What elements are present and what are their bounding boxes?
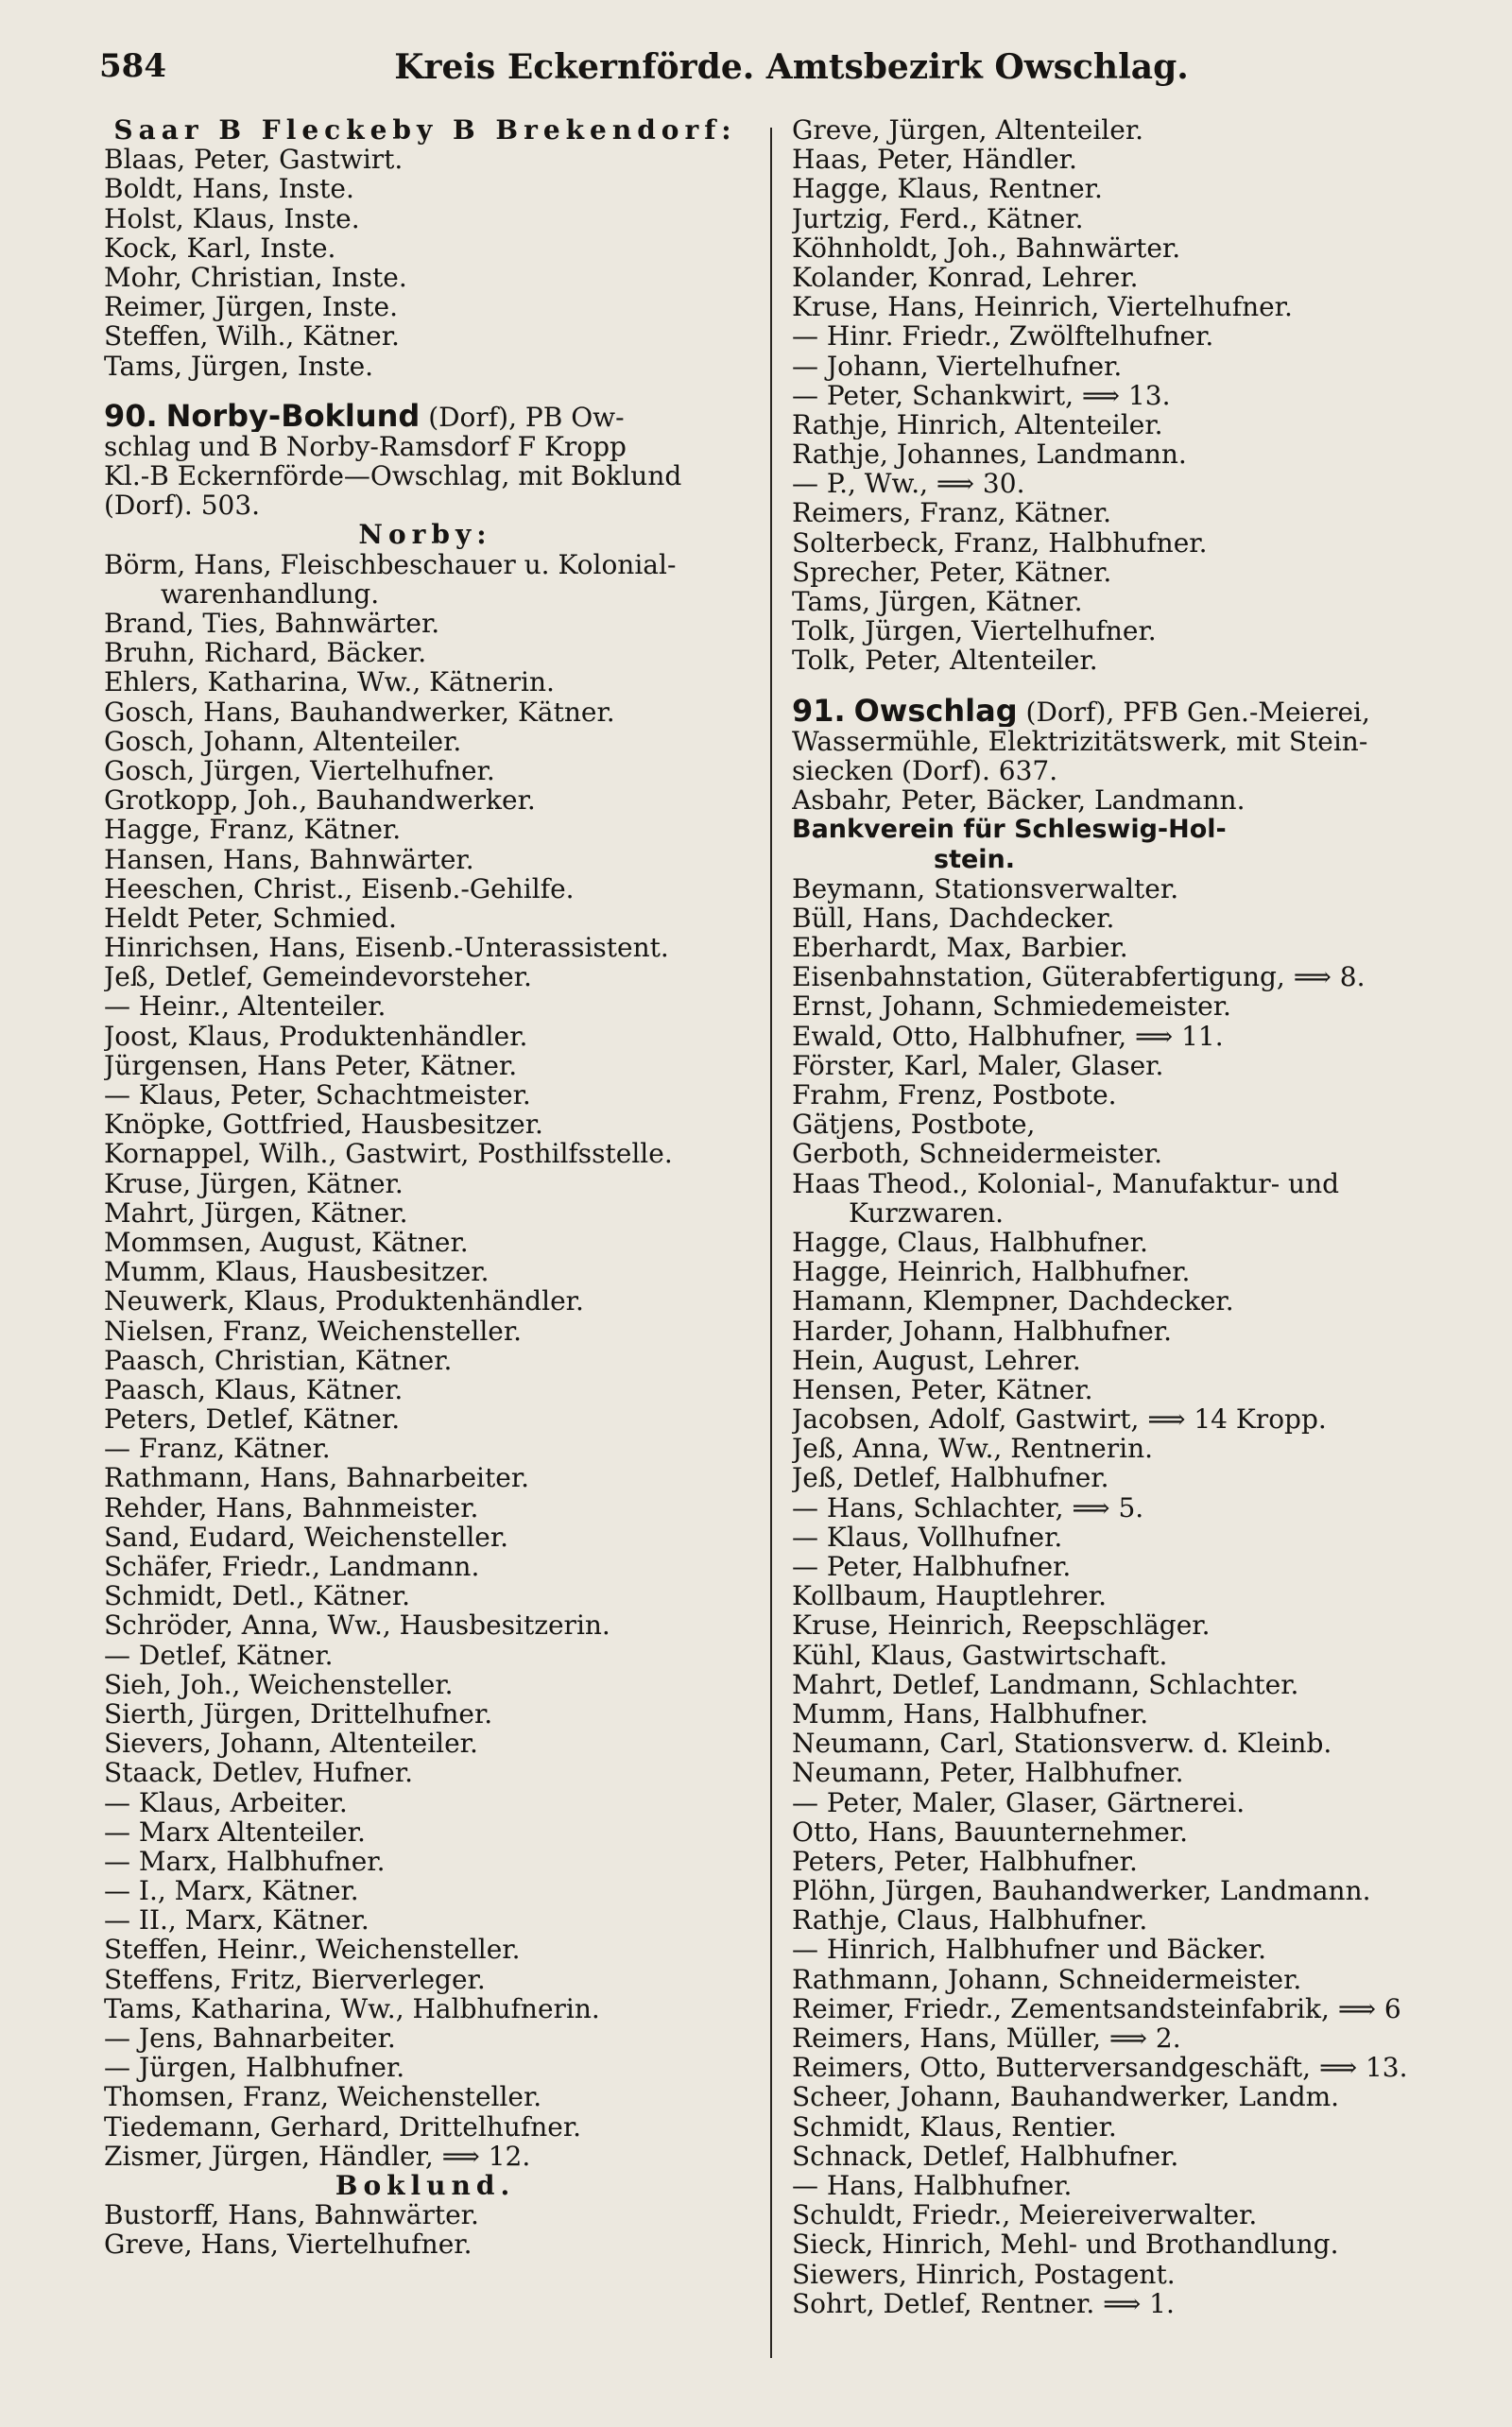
list-item: Otto, Hans, Bauunternehmer. [792,1816,1188,1847]
list-item: Tolk, Peter, Altenteiler. [792,645,1098,676]
list-item: Sand, Eudard, Weichensteller. [104,1522,509,1553]
section-name: Owschlag [853,696,1018,727]
section-detail: (Dorf). 503. [104,491,261,521]
list-item: — Klaus, Arbeiter. [104,1787,348,1817]
list-item: Kruse, Hans, Heinrich, Viertelhufner. [792,292,1293,322]
section-90-heading [104,402,747,432]
list-item: Gosch, Jürgen, Viertelhufner. [104,755,495,786]
list-item: — Klaus, Vollhufner. [792,1522,1063,1553]
list-item: Reimer, Jürgen, Inste. [104,292,398,322]
list-item: Greve, Hans, Viertelhufner. [104,2229,472,2260]
list-item: Büll, Hans, Dachdecker. [792,903,1115,934]
list-item: Mumm, Klaus, Hausbesitzer. [104,1257,490,1287]
list-item: — Marx Altenteiler. [104,1816,366,1847]
list-item: Reimers, Hans, Müller, ⟹ 2. [792,2023,1181,2054]
list-item: Jeß, Detlef, Halbhufner. [792,1463,1109,1493]
list-item-continuation: Kurzwaren. [849,1197,1005,1228]
list-item: Zismer, Jürgen, Händler, ⟹ 12. [104,2141,531,2171]
list-item: Kühl, Klaus, Gastwirtschaft. [792,1640,1168,1670]
list-item: Kock, Karl, Inste. [104,232,336,263]
list-item: Haas Theod., Kolonial-, Manufaktur- und [792,1168,1340,1198]
list-item: Köhnholdt, Joh., Bahnwärter. [792,232,1181,263]
list-item: Paasch, Klaus, Kätner. [104,1374,404,1405]
list-item: Hagge, Franz, Kätner. [104,815,402,845]
section-detail: siecken (Dorf). 637. [792,755,1058,786]
list-item: Jeß, Detlef, Gemeindevorsteher. [104,962,532,992]
list-item: Ernst, Johann, Schmiedemeister. [792,991,1231,1022]
list-item: Sieck, Hinrich, Mehl- und Brothandlung. [792,2229,1339,2260]
section-detail: (Dorf), PFB Gen.-Meierei, [1025,696,1370,727]
list-item: Gosch, Hans, Bauhandwerker, Kätner. [104,697,615,727]
list-item: Paasch, Christian, Kätner. [104,1345,453,1375]
list-item: Rathmann, Johann, Schneidermeister. [792,1964,1302,1994]
list-item: Nielsen, Franz, Weichensteller. [104,1316,523,1346]
list-item: Thomsen, Franz, Weichensteller. [104,2082,542,2112]
boklund-list [104,2200,747,2259]
list-item: Heldt Peter, Schmied. [104,903,397,934]
list-item: Grotkopp, Joh., Bauhandwerker. [104,785,536,816]
list-item: — Hans, Schlachter, ⟹ 5. [792,1492,1144,1523]
list-item: Börm, Hans, Fleischbeschauer u. Kolonial- [104,549,677,579]
list-item: Jurtzig, Ferd., Kätner. [792,203,1084,233]
list-item: Bruhn, Richard, Bäcker. [104,638,427,668]
list-item: — Jürgen, Halbhufner. [104,2053,405,2083]
list-item: — Hinr. Friedr., Zwölftelhufner. [792,321,1214,352]
list-item: — Heinr., Altenteiler. [104,991,387,1022]
list-item: Reimers, Franz, Kätner. [792,498,1112,528]
list-item: Mahrt, Detlef, Landmann, Schlachter. [792,1669,1299,1699]
list-item: Heeschen, Christ., Eisenb.-Gehilfe. [104,873,575,904]
list-item: Reimers, Otto, Butterversandgeschäft, ⟹ 13. [792,2053,1408,2083]
boklund-continued-list [792,115,1453,676]
list-item: Joost, Klaus, Produktenhändler. [104,1021,528,1051]
list-item: Sievers, Johann, Altenteiler. [104,1729,478,1759]
saar-list [104,145,747,381]
list-item: Kruse, Heinrich, Reepschläger. [792,1610,1211,1641]
list-item: Rathje, Claus, Halbhufner. [792,1905,1148,1936]
list-item: Peters, Peter, Halbhufner. [792,1846,1138,1877]
list-item: Siewers, Hinrich, Postagent. [792,2259,1176,2289]
list-item: — Detlef, Kätner. [104,1640,334,1670]
list-item: Ewald, Otto, Halbhufner, ⟹ 11. [792,1021,1224,1051]
list-item: Schröder, Anna, Ww., Hausbesitzerin. [104,1610,610,1641]
list-item: Hamann, Klempner, Dachdecker. [792,1286,1234,1317]
bank-entry: Bankverein für Schleswig-Hol- [792,815,1227,845]
list-item: — I., Marx, Kätner. [104,1876,359,1906]
list-item: Sieh, Joh., Weichensteller. [104,1669,454,1699]
right-column [792,115,1453,2318]
list-item: Solterbeck, Franz, Halbhufner. [792,527,1208,558]
list-item: Neumann, Carl, Stationsverw. d. Kleinb. [792,1729,1332,1759]
bank-entry-continuation: stein. [934,844,1016,874]
list-item: Mommsen, August, Kätner. [104,1227,469,1258]
list-item: Ehlers, Katharina, Ww., Kätnerin. [104,667,555,697]
section-detail: Wassermühle, Elektrizitätswerk, mit Stein- [792,726,1368,756]
subheading-boklund: Boklund. [335,2170,516,2201]
list-item: Reimer, Friedr., Zementsandsteinfabrik, ⟹ 6 [792,1993,1401,2024]
list-item: Schäfer, Friedr., Landmann. [104,1552,480,1582]
list-item: Hagge, Klaus, Rentner. [792,174,1103,204]
list-item: Sierth, Jürgen, Drittelhufner. [104,1698,493,1730]
list-item: — Marx, Halbhufner. [104,1846,386,1877]
list-item: Frahm, Frenz, Postbote. [792,1080,1117,1110]
section-name: Norby-Boklund [165,401,421,432]
list-item: Harder, Johann, Halbhufner. [792,1316,1173,1346]
list-item: Kolander, Konrad, Lehrer. [792,262,1139,293]
list-item: Förster, Karl, Maler, Glaser. [792,1050,1164,1081]
list-item: Kollbaum, Hauptlehrer. [792,1581,1107,1611]
list-item: Rathmann, Hans, Bahnarbeiter. [104,1463,530,1493]
list-item: Steffens, Fritz, Bierverleger. [104,1964,486,1994]
list-item: — Jens, Bahnarbeiter. [104,2023,396,2054]
page-header [99,47,1446,95]
list-item: Hein, August, Lehrer. [792,1345,1081,1375]
list-item: Eisenbahnstation, Güterabfertigung, ⟹ 8. [792,962,1366,992]
list-item: — Peter, Maler, Glaser, Gärtnerei. [792,1787,1246,1817]
list-item: Mumm, Hans, Halbhufner. [792,1698,1149,1730]
list-item: Jacobsen, Adolf, Gastwirt, ⟹ 14 Kropp. [792,1404,1327,1435]
list-item: Knöpke, Gottfried, Hausbesitzer. [104,1110,543,1140]
list-item: — Peter, Halbhufner. [792,1552,1072,1582]
list-item: Steffen, Wilh., Kätner. [104,321,400,352]
norby-list [104,550,747,2171]
subheading-saar: Saar B Fleckeby B Brekendorf: [113,115,737,146]
list-item: Jeß, Anna, Ww., Rentnerin. [792,1434,1154,1464]
list-item: Gosch, Johann, Altenteiler. [104,726,462,756]
list-item: Rathje, Johannes, Landmann. [792,439,1187,470]
list-item: Schmidt, Detl., Kätner. [104,1581,410,1611]
list-item: Plöhn, Jürgen, Bauhandwerker, Landmann. [792,1876,1371,1906]
list-item: Boldt, Hans, Inste. [104,174,354,204]
list-item: Brand, Ties, Bahnwärter. [104,609,440,639]
list-item: Rathje, Hinrich, Altenteiler. [792,409,1163,440]
list-item: Holst, Klaus, Inste. [104,203,360,233]
list-item: — Klaus, Peter, Schachtmeister. [104,1080,531,1110]
subheading-norby: Norby: [358,520,492,550]
list-item: Sohrt, Detlef, Rentner. ⟹ 1. [792,2288,1175,2318]
list-item: Haas, Peter, Händler. [792,145,1077,175]
running-title: Kreis Eckernförde. Amtsbezirk Owschlag. [394,47,1189,87]
list-item: Steffen, Heinr., Weichensteller. [104,1935,521,1965]
column-divider [770,128,772,2358]
list-item: Staack, Detlev, Hufner. [104,1758,413,1788]
section-detail: Kl.-B Eckernförde—Owschlag, mit Boklund [104,461,682,491]
list-item: Jürgensen, Hans Peter, Kätner. [104,1050,518,1081]
list-item: — Peter, Schankwirt, ⟹ 13. [792,380,1171,410]
list-item: Scheer, Johann, Bauhandwerker, Landm. [792,2082,1340,2112]
section-91-heading [792,697,1453,727]
list-item: Mohr, Christian, Inste. [104,262,407,293]
list-item: — Johann, Viertelhufner. [792,351,1123,381]
list-item: Schnack, Detlef, Halbhufner. [792,2141,1179,2171]
list-item: Hensen, Peter, Kätner. [792,1374,1093,1405]
list-item: — Hinrich, Halbhufner und Bäcker. [792,1935,1267,1965]
list-item: Gätjens, Postbote, [792,1110,1036,1140]
list-item: Hagge, Heinrich, Halbhufner. [792,1257,1191,1287]
list-item: Greve, Jürgen, Altenteiler. [792,115,1144,146]
list-item: Eberhardt, Max, Barbier. [792,933,1128,963]
list-item: Gerboth, Schneidermeister. [792,1139,1162,1169]
section-number: 90. [104,401,158,432]
list-item: — P., Ww., ⟹ 30. [792,469,1025,499]
list-item: Schuldt, Friedr., Meiereiverwalter. [792,2200,1258,2230]
page-number: 584 [99,47,166,85]
list-item: Kornappel, Wilh., Gastwirt, Posthilfsstelle. [104,1139,673,1169]
list-item: Blaas, Peter, Gastwirt. [104,145,404,175]
list-item: Kruse, Jürgen, Kätner. [104,1168,404,1198]
section-detail: (Dorf), PB Ow- [428,401,625,432]
list-item: Mahrt, Jürgen, Kätner. [104,1197,408,1228]
list-item: Schmidt, Klaus, Rentier. [792,2111,1117,2142]
list-item: Tams, Katharina, Ww., Halbhufnerin. [104,1993,600,2024]
list-item-continuation: warenhandlung. [161,578,380,610]
list-item: Sprecher, Peter, Kätner. [792,557,1112,587]
list-item: Tolk, Jürgen, Viertelhufner. [792,616,1157,646]
section-detail: schlag und B Norby-Ramsdorf F Kropp [104,431,627,462]
list-item: Hinrichsen, Hans, Eisenb.-Unterassistent. [104,933,669,963]
list-item: Tams, Jürgen, Kätner. [792,587,1083,617]
list-item: Asbahr, Peter, Bäcker, Landmann. [792,785,1246,816]
list-item: Hagge, Claus, Halbhufner. [792,1227,1148,1258]
list-item: Rehder, Hans, Bahnmeister. [104,1492,479,1523]
list-item: — Hans, Halbhufner. [792,2170,1073,2201]
list-item: Peters, Detlef, Kätner. [104,1404,401,1435]
list-item: — Franz, Kätner. [104,1434,331,1464]
list-item: Bustorff, Hans, Bahnwärter. [104,2200,479,2230]
list-item: Neumann, Peter, Halbhufner. [792,1758,1184,1788]
list-item: Tiedemann, Gerhard, Drittelhufner. [104,2111,582,2142]
owschlag-list [792,874,1453,2318]
list-item: Hansen, Hans, Bahnwärter. [104,844,474,874]
list-item: Beymann, Stationsverwalter. [792,873,1179,904]
left-column [104,115,747,2260]
section-number: 91. [792,696,846,727]
list-item: Tams, Jürgen, Inste. [104,351,374,381]
list-item: Neuwerk, Klaus, Produktenhändler. [104,1286,584,1317]
list-item: — II., Marx, Kätner. [104,1905,369,1936]
